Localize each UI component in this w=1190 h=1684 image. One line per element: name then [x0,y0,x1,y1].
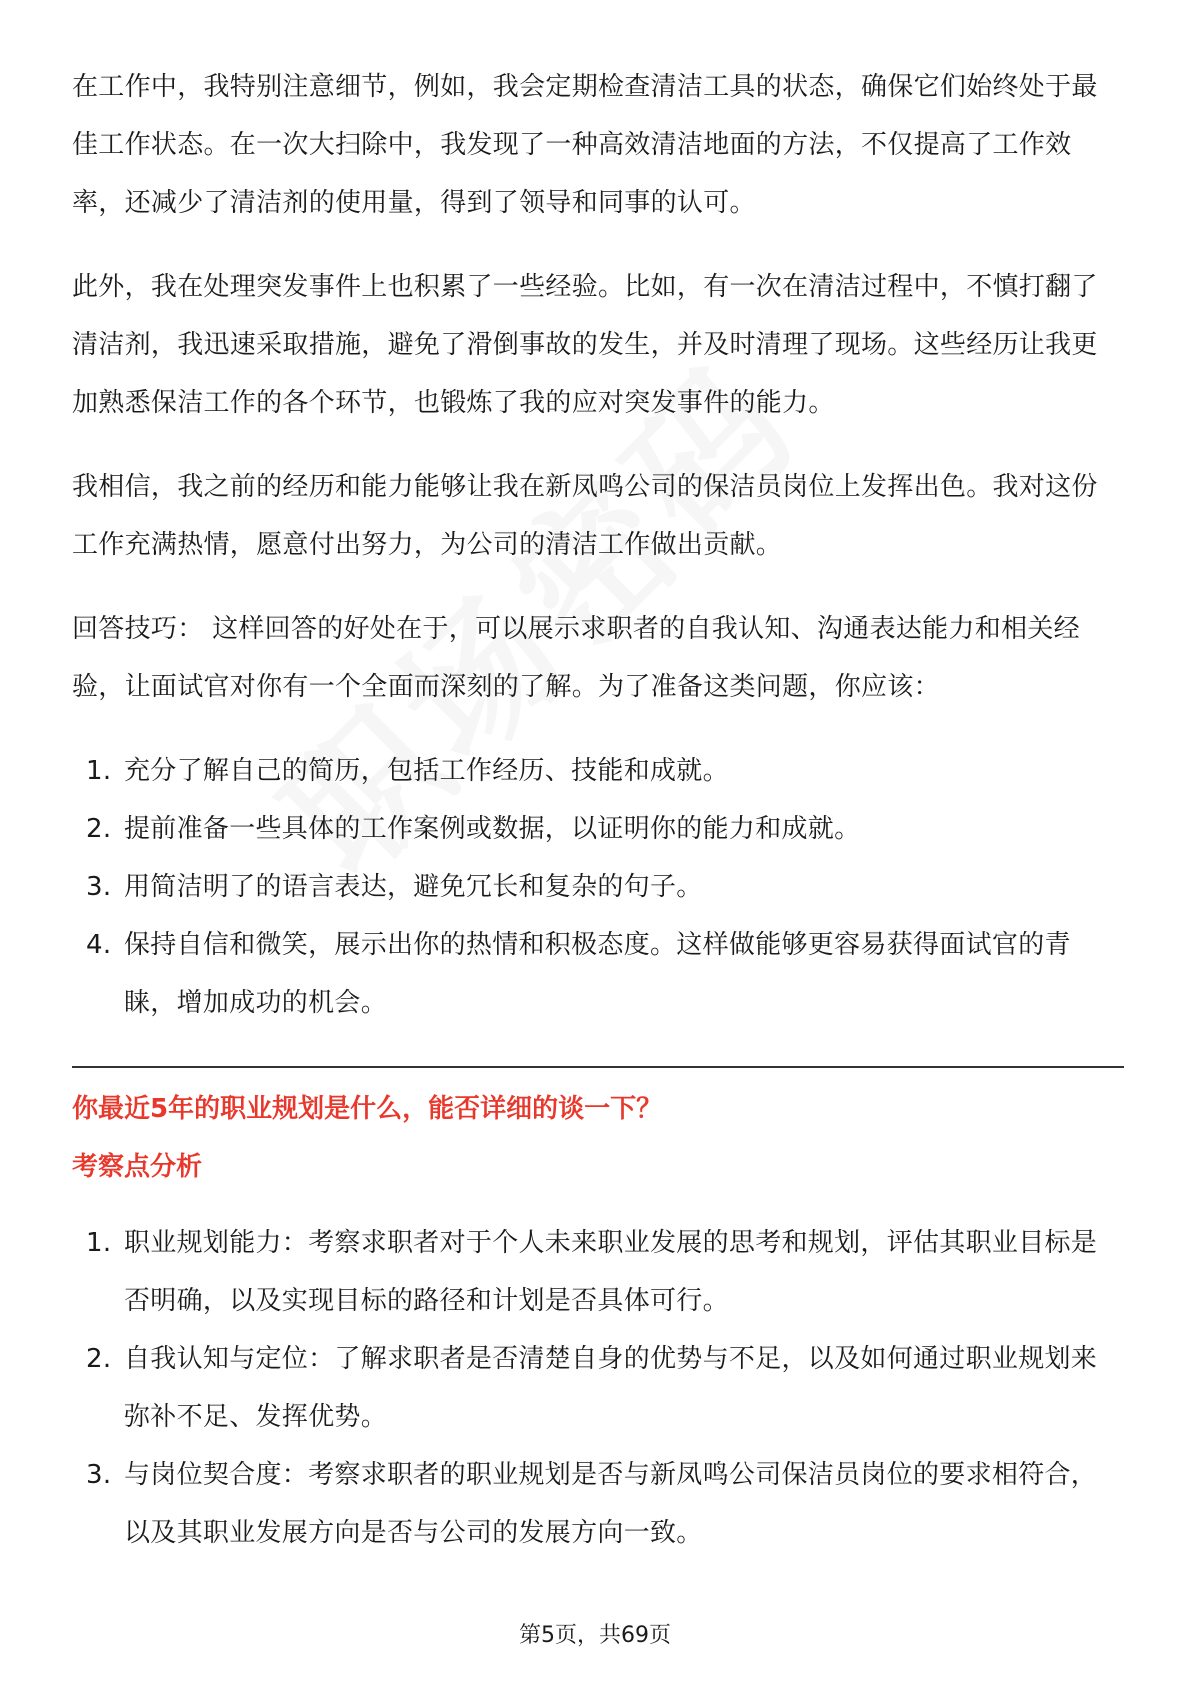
analysis-heading: 考察点分析 [72,1152,203,1182]
list-number: 1. [86,1228,112,1258]
list-text: 职业规划能力：考察求职者对于个人未来职业发展的思考和规划，评估其职业目标是否明确，以及实现目标的路径和计划是否具体可行。 [124,1228,1098,1316]
list-number: 2. [86,814,112,844]
tips-list [72,742,1122,1032]
list-number: 1. [86,756,112,786]
list-text: 保持自信和微笑，展示出你的热情和积极态度。这样做能够更容易获得面试官的青睐，增加成功的机会。 [124,930,1071,1018]
list-item [72,1330,1122,1446]
list-text: 与岗位契合度：考察求职者的职业规划是否与新凤鸣公司保洁员岗位的要求相符合，以及其职业发展方向是否与公司的发展方向一致。 [124,1460,1098,1548]
paragraph-1: 在工作中，我特别注意细节，例如，我会定期检查清洁工具的状态，确保它们始终处于最佳工作状态。在一次大扫除中，我发现了一种高效清洁地面的方法，不仅提高了工作效率，还减少了清洁剂的使用量，得到了领导和同事的认可。 [72,72,1098,218]
list-number: 3. [86,1460,112,1490]
section-divider [72,1066,1124,1068]
list-item [72,800,1122,858]
list-item [72,742,1122,800]
list-text: 提前准备一些具体的工作案例或数据，以证明你的能力和成就。 [124,814,861,844]
answer-tips-intro: 回答技巧： 这样回答的好处在于，可以展示求职者的自我认知、沟通表达能力和相关经验，让面试官对你有一个全面而深刻的了解。为了准备这类问题，你应该： [72,614,1080,702]
page-number: 第5页，共69页 [519,1623,671,1648]
list-text: 充分了解自己的简历，包括工作经历、技能和成就。 [124,756,729,786]
document-body [72,58,1122,1586]
list-item [72,1214,1122,1330]
list-item [72,1446,1122,1562]
paragraph-2: 此外，我在处理突发事件上也积累了一些经验。比如，有一次在清洁过程中，不慎打翻了清洁剂，我迅速采取措施，避免了滑倒事故的发生，并及时清理了现场。这些经历让我更加熟悉保洁工作的各个环节，也锻炼了我的应对突发事件的能力。 [72,272,1098,418]
list-item [72,858,1122,916]
question-heading: 你最近5年的职业规划是什么，能否详细的谈一下？ [72,1094,663,1124]
paragraph-3: 我相信，我之前的经历和能力能够让我在新凤鸣公司的保洁员岗位上发挥出色。我对这份工作充满热情，愿意付出努力，为公司的清洁工作做出贡献。 [72,472,1098,560]
list-text: 用简洁明了的语言表达，避免冗长和复杂的句子。 [124,872,703,902]
analysis-list [72,1214,1122,1562]
list-number: 4. [86,930,112,960]
list-text: 自我认知与定位：了解求职者是否清楚自身的优势与不足，以及如何通过职业规划来弥补不足、发挥优势。 [124,1344,1098,1432]
list-number: 3. [86,872,112,902]
list-item [72,916,1122,1032]
list-number: 2. [86,1344,112,1374]
